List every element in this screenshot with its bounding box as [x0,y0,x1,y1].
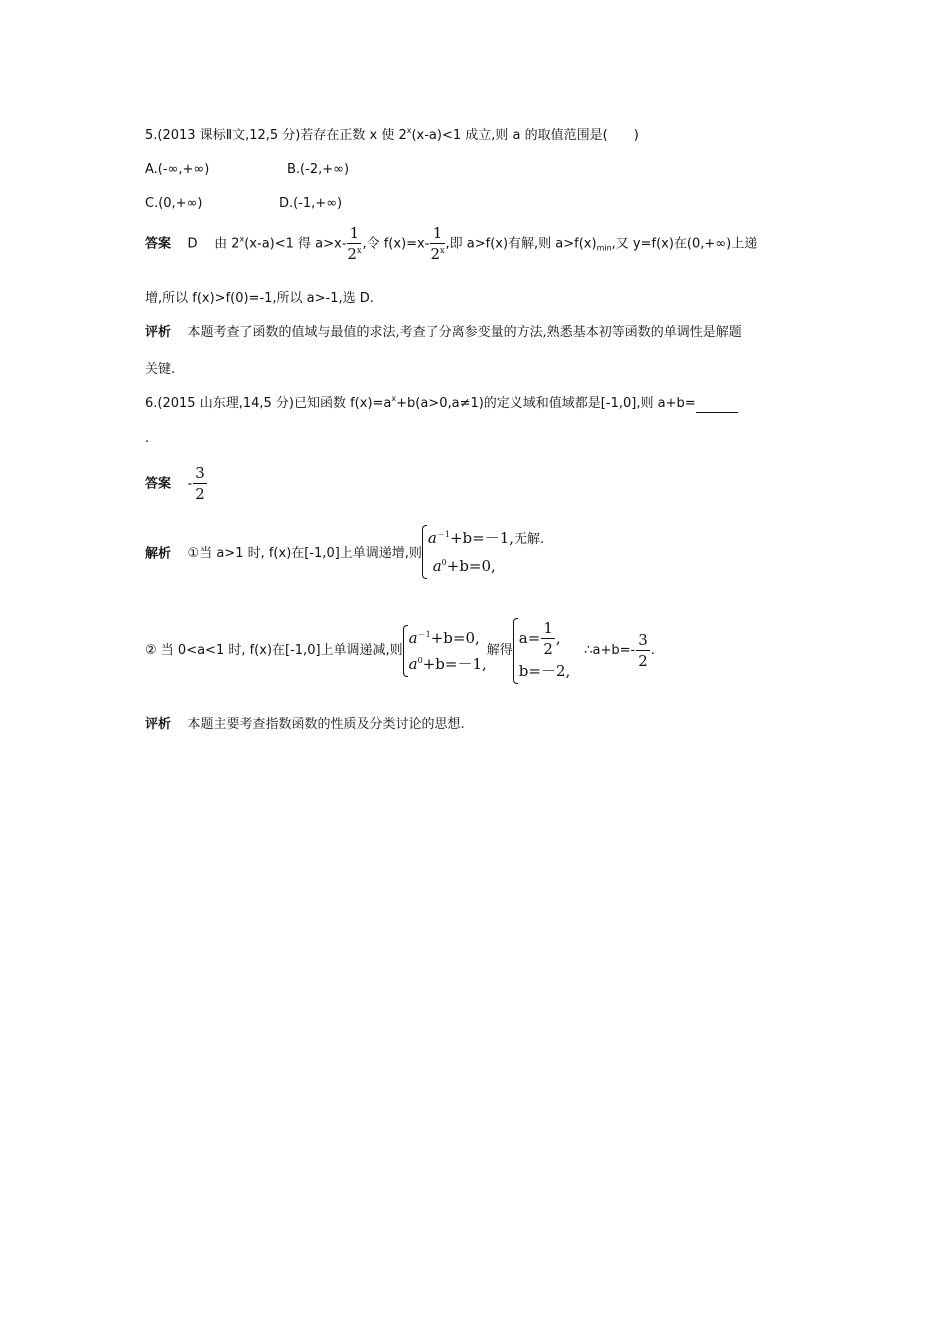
q6-case2: ② 当 0<a<1 时, f(x)在[-1,0]上单调递减,则 $a^{-1}+b=0$, $a^0+b=-1$, 解得 a= $\frac{1}{2}$ , b=－2, ∴a+b=- $\frac{3}{2}$ . [145,618,655,684]
q6-answer-blank [696,400,738,413]
q5-answer-letter: D [187,236,198,252]
q5-fraction-1: $\frac{1}{2^x}$ [347,224,362,263]
q6-comment: 评析 本题主要考查指数函数的性质及分类讨论的思想. [145,717,465,732]
q5-option-c: C.(0,+∞) [145,196,203,211]
q6-answer: 答案 - $\frac{3}{2}$ [145,464,205,503]
q5-answer: 答案 D 由 $2^x(x-a)<1$ 得 a>x- $\frac{1}{2^x}$ ,令 f(x)=x- $\frac{1}{2^x}$ ,即 a>f(x)有解,则 $a>f(x)_{min}$,又 y=f(x)在(0,+∞)上递 [145,224,758,263]
q6-stem: 6.(2015 山东理,14,5 分)已知函数 $f(x)=a^x+b(a>0,a\ne 1)$的定义域和值域都是[-1,0],则 a+b= [145,395,738,413]
q6-solution-a: a= $\frac{1}{2}$ , [518,619,561,658]
q6-comment-label: 评析 [145,717,172,732]
q6-case1-eq1: $a^{-1}+b=-1$,无解. [427,529,545,547]
q5-options-row2 [145,195,342,213]
q6-solution-fraction: $\frac{1}{2}$ [543,619,553,658]
q6-final-fraction: $\frac{3}{2}$ [638,631,648,670]
q5-option-a: A.(-∞,+∞) [145,162,210,177]
q5-option-d: D.(-1,+∞) [279,196,343,211]
q6-analysis-label: 解析 [145,546,172,562]
q5-comment: 评析 本题考查了函数的值域与最值的求法,考查了分离参变量的方法,熟悉基本初等函数的单调性是解题 [145,325,742,340]
q5-option-b: B.(-2,+∞) [287,162,350,177]
q6-stem-end: . [145,431,150,446]
q6-solution-system [513,618,570,684]
q6-answer-label: 答案 [145,476,172,492]
q6-case1-system [422,525,544,579]
q6-case1: 解析 ①当 a>1 时, f(x)在[-1,0]上单调递增,则 $a^{-1}+b=-1$,无解. $a^0+b=0$, [145,529,544,579]
q6-case2-eq2: $a^0+b=-1$, [408,655,487,673]
q6-case2-system [403,625,487,677]
q5-options-row1 [145,161,349,179]
q5-comment-line2: 关键. [145,362,176,377]
q6-case1-eq2: $a^0+b=0$, [432,557,496,575]
q5-answer-line2: 增,所以 f(x)>f(0)=-1,所以 a>-1,选 D. [145,291,374,306]
q5-fraction-2: $\frac{1}{2^x}$ [430,224,445,263]
q6-case2-eq1: $a^{-1}+b=0$, [408,629,480,647]
q5-stem: 5.(2013 课标Ⅱ文,12,5 分)若存在正数 x 使 $2^x(x-a)<1$ 成立,则 a 的取值范围是( ) [145,126,639,143]
q5-comment-label: 评析 [145,325,172,340]
q6-answer-fraction: $\frac{3}{2}$ [195,464,205,503]
q6-solution-b: b=－2, [518,662,571,680]
q5-answer-label: 答案 [145,236,172,252]
